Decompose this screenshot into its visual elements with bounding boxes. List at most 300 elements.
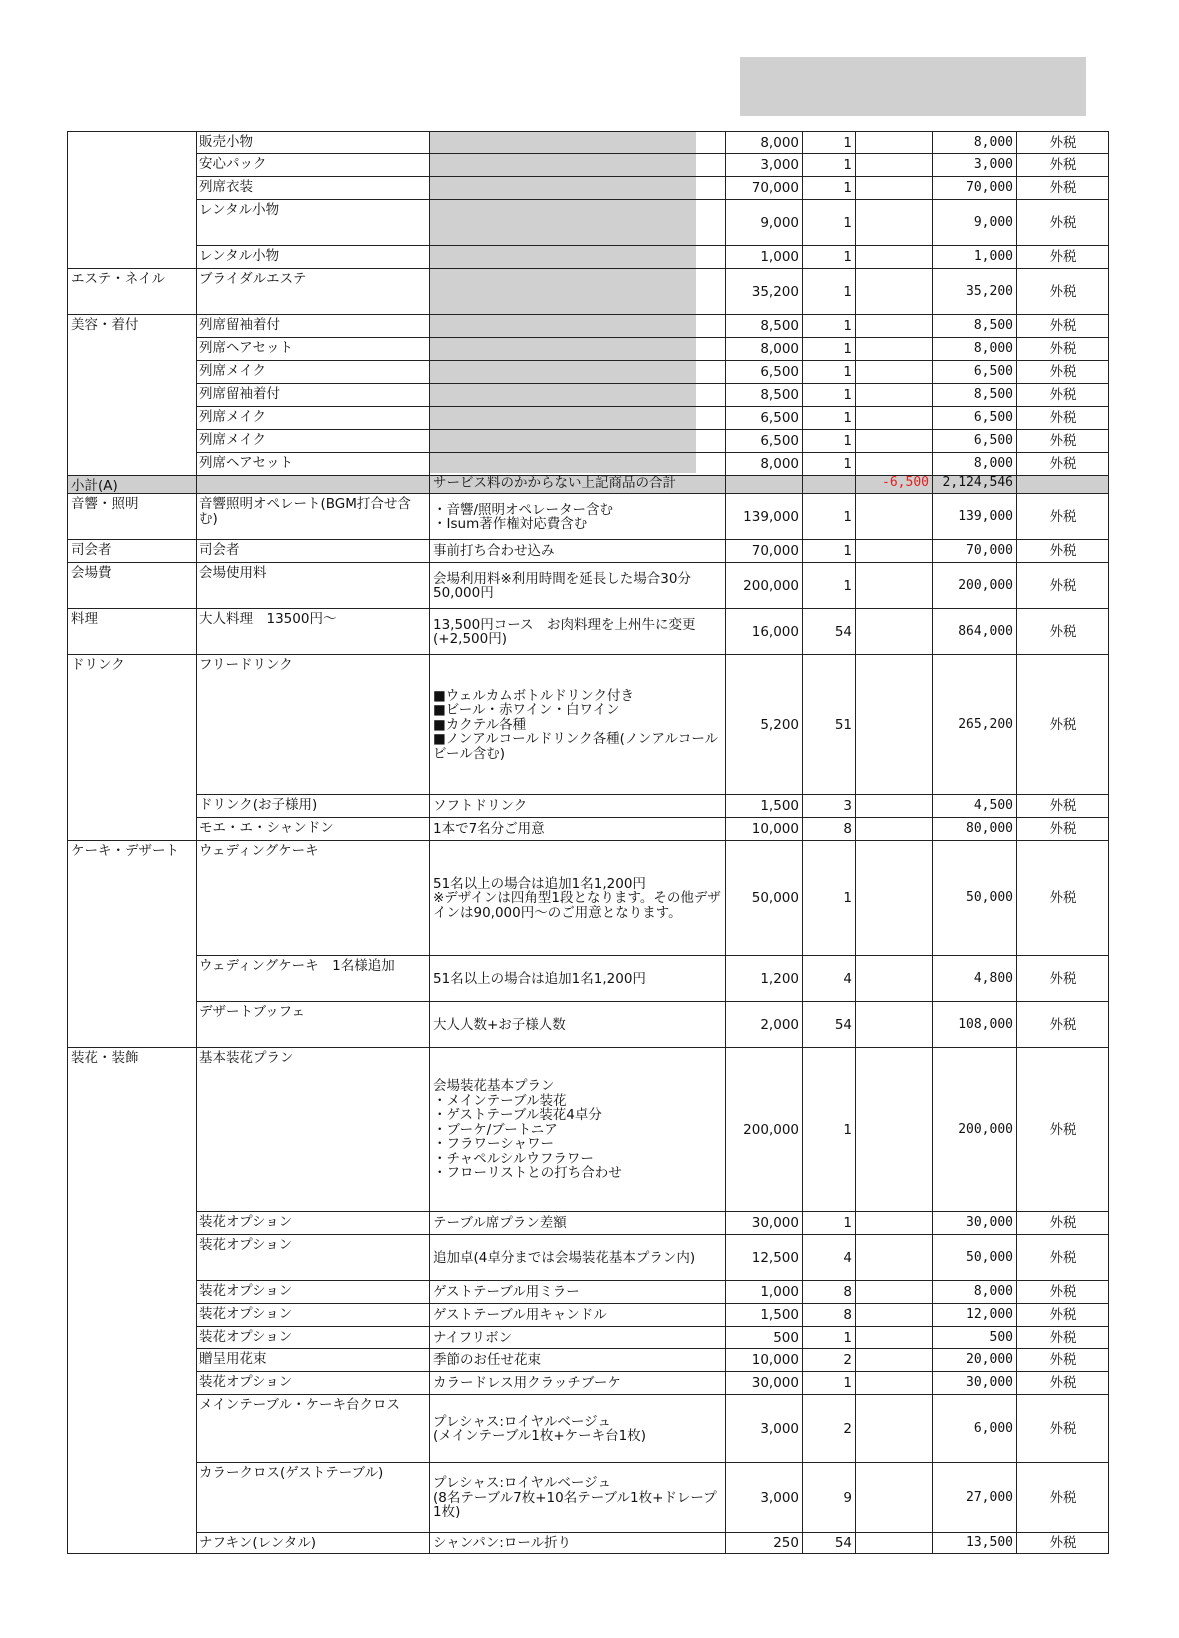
quantity-cell: 1 xyxy=(843,214,852,231)
discount-cell xyxy=(855,818,932,841)
item-cell: 装花オプション xyxy=(199,1329,293,1345)
unit-price-cell: 12,500 xyxy=(751,1249,799,1266)
redaction-block-description xyxy=(430,132,696,473)
discount-cell xyxy=(855,1281,932,1304)
table-row xyxy=(68,1463,1108,1533)
unit-price-cell: 1,000 xyxy=(760,1284,799,1301)
tax-type-cell: 外税 xyxy=(1049,1016,1077,1033)
row-divider xyxy=(196,176,1108,177)
item-cell: 列席衣装 xyxy=(199,179,253,195)
quantity-cell: 9 xyxy=(843,1489,852,1506)
discount-cell xyxy=(855,609,932,655)
item-cell: 販売小物 xyxy=(199,134,253,150)
amount-cell: 27,000 xyxy=(966,1489,1013,1505)
tax-type-cell: 外税 xyxy=(1049,410,1077,427)
column-divider xyxy=(932,132,933,1553)
category-cell xyxy=(68,1327,196,1349)
row-divider xyxy=(196,1371,1108,1372)
quantity-cell: 8 xyxy=(843,1307,852,1324)
amount-cell: 864,000 xyxy=(958,623,1013,639)
row-divider xyxy=(196,1394,1108,1395)
discount-cell xyxy=(855,430,932,453)
tax-type-cell: 外税 xyxy=(1049,387,1077,404)
unit-price-cell: 3,000 xyxy=(760,1420,799,1437)
category-cell xyxy=(68,1395,196,1463)
category-cell: 音響・照明 xyxy=(71,496,139,512)
quantity-cell: 1 xyxy=(843,180,852,197)
discount-cell xyxy=(855,384,932,407)
item-cell: 装花オプション xyxy=(199,1283,293,1299)
unit-price-cell: 70,000 xyxy=(751,180,799,197)
table-row xyxy=(68,795,1108,818)
item-cell: 列席メイク xyxy=(199,363,266,379)
table-row xyxy=(68,1395,1108,1463)
item-cell: モエ・エ・シャンドン xyxy=(199,820,334,836)
tax-type-cell: 外税 xyxy=(1049,577,1077,594)
unit-price-cell: 1,500 xyxy=(760,1307,799,1324)
tax-type-cell: 外税 xyxy=(1049,1284,1077,1301)
amount-cell: 30,000 xyxy=(966,1215,1013,1231)
amount-cell: 8,500 xyxy=(973,318,1013,334)
description-cell: 51名以上の場合は追加1名1,200円 xyxy=(433,970,646,987)
item-cell: ブライダルエステ xyxy=(199,271,307,287)
category-cell xyxy=(68,1533,196,1554)
category-cell: ドリンク xyxy=(71,657,125,673)
item-cell: 装花オプション xyxy=(199,1214,293,1230)
tax-type-cell: 外税 xyxy=(1049,716,1077,733)
unit-price-cell: 16,000 xyxy=(751,623,799,640)
amount-cell: 12,000 xyxy=(966,1307,1013,1323)
unit-price-cell: 9,000 xyxy=(760,214,799,231)
tax-type-cell: 外税 xyxy=(1049,214,1077,231)
row-divider xyxy=(196,337,1108,338)
discount-cell xyxy=(855,1533,932,1554)
table-row xyxy=(68,1048,1108,1212)
category-cell xyxy=(68,1463,196,1533)
category-cell xyxy=(68,1349,196,1372)
amount-cell: 13,500 xyxy=(966,1535,1013,1551)
discount-cell xyxy=(855,1002,932,1048)
quantity-cell: 1 xyxy=(843,1121,852,1138)
amount-cell: 50,000 xyxy=(966,890,1013,906)
quantity-cell: 1 xyxy=(843,1329,852,1346)
category-cell xyxy=(68,361,196,384)
quantity-cell: 1 xyxy=(843,364,852,381)
quantity-cell: 2 xyxy=(843,1352,852,1369)
item-cell: ウェディングケーキ xyxy=(199,843,319,859)
row-divider xyxy=(196,1234,1108,1235)
row-divider xyxy=(68,840,1108,841)
item-cell: 装花オプション xyxy=(199,1374,293,1390)
row-divider xyxy=(196,1211,1108,1212)
quantity-cell: 1 xyxy=(843,1215,852,1232)
amount-cell: 8,000 xyxy=(973,341,1013,357)
item-cell: 装花オプション xyxy=(199,1306,293,1322)
quantity-cell: 8 xyxy=(843,821,852,838)
item-cell: 列席メイク xyxy=(199,409,266,425)
amount-cell: 8,500 xyxy=(973,387,1013,403)
discount-cell xyxy=(855,1372,932,1395)
category-cell xyxy=(68,1304,196,1327)
table-row xyxy=(68,494,1108,540)
row-divider xyxy=(196,1001,1108,1002)
tax-type-cell: 外税 xyxy=(1049,157,1077,174)
quantity-cell: 8 xyxy=(843,1284,852,1301)
item-cell: 大人料理 13500円～ xyxy=(199,611,337,627)
description-cell: 事前打ち合わせ込み xyxy=(433,543,555,560)
tax-type-cell: 外税 xyxy=(1049,364,1077,381)
category-cell xyxy=(68,407,196,430)
quantity-cell: 1 xyxy=(843,387,852,404)
row-divider xyxy=(196,817,1108,818)
unit-price-cell: 30,000 xyxy=(751,1375,799,1392)
amount-cell: 6,500 xyxy=(973,364,1013,380)
unit-price-cell: 3,000 xyxy=(760,1489,799,1506)
quantity-cell: 1 xyxy=(843,433,852,450)
row-divider xyxy=(68,268,1108,269)
unit-price-cell: 8,000 xyxy=(760,456,799,473)
unit-price-cell: 50,000 xyxy=(751,890,799,907)
table-row xyxy=(68,1304,1108,1327)
description-cell: 大人人数+お子様人数 xyxy=(433,1016,566,1033)
item-cell: 装花オプション xyxy=(199,1237,293,1253)
column-divider xyxy=(196,132,197,1553)
discount-cell xyxy=(855,453,932,476)
unit-price-cell: 70,000 xyxy=(751,543,799,560)
row-divider xyxy=(196,955,1108,956)
item-cell: 列席留袖着付 xyxy=(199,317,280,333)
discount-cell xyxy=(855,177,932,200)
description-cell: ゲストテーブル用ミラー xyxy=(433,1284,580,1301)
tax-type-cell: 外税 xyxy=(1049,798,1077,815)
tax-type-cell: 外税 xyxy=(1049,623,1077,640)
category-cell xyxy=(68,1372,196,1395)
item-cell: 列席ヘアセット xyxy=(199,340,293,356)
description-cell: 会場装花基本プラン ・メインテーブル装花 ・ゲストテーブル装花4卓分 ・ブーケ/ブートニア ・フラワーシャワー ・チャペルシルウフラワー ・フローリストとの打ち合わせ xyxy=(433,1078,622,1182)
item-cell: メインテーブル・ケーキ台クロス xyxy=(199,1397,401,1413)
amount-cell: 6,500 xyxy=(973,410,1013,426)
amount-cell: 500 xyxy=(989,1329,1013,1345)
amount-cell: 3,000 xyxy=(973,157,1013,173)
row-divider xyxy=(196,383,1108,384)
item-cell: デザートブッフェ xyxy=(199,1004,305,1020)
category-cell xyxy=(68,384,196,407)
discount-cell xyxy=(855,246,932,269)
item-cell: 音響照明オペレート(BGM打合せ含む) xyxy=(199,496,411,527)
subtotal-label: 小計(A) xyxy=(71,478,118,494)
item-cell: 会場使用料 xyxy=(199,565,267,581)
amount-cell: 108,000 xyxy=(958,1016,1013,1032)
amount-cell: 80,000 xyxy=(966,821,1013,837)
discount-cell xyxy=(855,1212,932,1235)
amount-cell: 4,800 xyxy=(973,970,1013,986)
quantity-cell: 3 xyxy=(843,798,852,815)
row-divider xyxy=(196,199,1108,200)
row-divider xyxy=(196,1532,1108,1533)
category-cell xyxy=(68,795,196,818)
row-divider xyxy=(68,654,1108,655)
amount-cell: 8,000 xyxy=(973,1284,1013,1300)
discount-cell xyxy=(855,1395,932,1463)
description-cell: 季節のお任せ花束 xyxy=(433,1352,541,1369)
quantity-cell: 1 xyxy=(843,318,852,335)
subtotal-discount: -6,500 xyxy=(882,476,929,490)
category-cell xyxy=(68,1281,196,1304)
description-cell: 会場利用料※利用時間を延長した場合30分50,000円 xyxy=(433,570,691,601)
unit-price-cell: 8,000 xyxy=(760,341,799,358)
tax-type-cell: 外税 xyxy=(1049,1375,1077,1392)
discount-cell xyxy=(855,1349,932,1372)
quantity-cell: 2 xyxy=(843,1420,852,1437)
discount-cell xyxy=(855,269,932,315)
discount-cell xyxy=(855,494,932,540)
unit-price-cell: 1,200 xyxy=(760,970,799,987)
category-cell: ケーキ・デザート xyxy=(71,843,179,859)
tax-type-cell: 外税 xyxy=(1049,180,1077,197)
table-row xyxy=(68,609,1108,655)
discount-cell xyxy=(855,795,932,818)
category-cell xyxy=(68,1212,196,1235)
amount-cell: 4,500 xyxy=(973,798,1013,814)
unit-price-cell: 10,000 xyxy=(751,821,799,838)
row-divider xyxy=(196,1348,1108,1349)
row-divider xyxy=(196,1326,1108,1327)
table-row xyxy=(68,1235,1108,1281)
quantity-cell: 54 xyxy=(834,1535,852,1552)
discount-cell xyxy=(855,132,932,154)
unit-price-cell: 1,500 xyxy=(760,798,799,815)
tax-type-cell: 外税 xyxy=(1049,134,1077,151)
discount-cell xyxy=(855,1463,932,1533)
quantity-cell: 1 xyxy=(843,134,852,151)
tax-type-cell: 外税 xyxy=(1049,249,1077,266)
table-row xyxy=(68,1281,1108,1304)
row-divider xyxy=(196,1280,1108,1281)
description-cell: ■ウェルカムボトルドリンク付き ■ビール・赤ワイン・白ワイン ■カクテル各種 ■ノンアルコールドリンク各種(ノンアルコールビール含む) xyxy=(433,687,719,762)
tax-type-cell: 外税 xyxy=(1049,283,1077,300)
row-divider xyxy=(196,429,1108,430)
unit-price-cell: 200,000 xyxy=(743,577,799,594)
unit-price-cell: 3,000 xyxy=(760,157,799,174)
row-divider xyxy=(196,452,1108,453)
unit-price-cell: 35,200 xyxy=(751,283,799,300)
unit-price-cell: 200,000 xyxy=(743,1121,799,1138)
row-divider xyxy=(196,794,1108,795)
subtotal-description: サービス料のかからない上記商品の合計 xyxy=(433,476,676,491)
tax-type-cell: 外税 xyxy=(1049,890,1077,907)
unit-price-cell: 6,500 xyxy=(760,433,799,450)
row-divider xyxy=(196,406,1108,407)
tax-type-cell: 外税 xyxy=(1049,508,1077,525)
amount-cell: 70,000 xyxy=(966,180,1013,196)
description-cell: 13,500円コース お肉料理を上州牛に変更(+2,500円) xyxy=(433,616,696,647)
tax-type-cell: 外税 xyxy=(1049,1420,1077,1437)
amount-cell: 1,000 xyxy=(973,249,1013,265)
item-cell: ウェディングケーキ 1名様追加 xyxy=(199,958,395,974)
description-cell: プレシャス:ロイヤルベージュ (8名テーブル7枚+10名テーブル1枚+ドレープ1枚) xyxy=(433,1475,717,1521)
discount-cell xyxy=(855,1235,932,1281)
quantity-cell: 1 xyxy=(843,577,852,594)
row-divider xyxy=(196,360,1108,361)
column-divider xyxy=(725,132,726,1553)
row-divider xyxy=(68,493,1108,494)
description-cell: カラードレス用クラッチブーケ xyxy=(433,1375,621,1392)
table-row xyxy=(68,1533,1108,1554)
discount-cell xyxy=(855,563,932,609)
tax-type-cell: 外税 xyxy=(1049,1249,1077,1266)
discount-cell xyxy=(855,1304,932,1327)
category-cell xyxy=(68,154,196,177)
table-row xyxy=(68,1372,1108,1395)
quantity-cell: 1 xyxy=(843,341,852,358)
quantity-cell: 54 xyxy=(834,1016,852,1033)
description-cell: シャンパン:ロール折り xyxy=(433,1535,572,1552)
unit-price-cell: 5,200 xyxy=(760,716,799,733)
unit-price-cell: 2,000 xyxy=(760,1016,799,1033)
discount-cell xyxy=(855,841,932,956)
quantity-cell: 1 xyxy=(843,249,852,266)
amount-cell: 20,000 xyxy=(966,1352,1013,1368)
description-cell: 51名以上の場合は追加1名1,200円 ※デザインは四角型1段となります。その他デザインは90,000円～のご用意となります。 xyxy=(433,875,721,921)
category-cell xyxy=(68,430,196,453)
item-cell: ナフキン(レンタル) xyxy=(199,1535,316,1551)
category-cell: 美容・着付 xyxy=(71,317,139,333)
description-cell: ・音響/照明オペレーター含む ・Isum著作権対応費含む xyxy=(433,501,614,532)
description-cell: ソフトドリンク xyxy=(433,798,528,815)
unit-price-cell: 1,000 xyxy=(760,249,799,266)
quantity-cell: 1 xyxy=(843,543,852,560)
amount-cell: 8,000 xyxy=(973,134,1013,150)
tax-type-cell: 外税 xyxy=(1049,433,1077,450)
row-divider xyxy=(68,562,1108,563)
subtotal-row xyxy=(68,476,1108,494)
category-cell xyxy=(68,338,196,361)
unit-price-cell: 8,500 xyxy=(760,318,799,335)
amount-cell: 70,000 xyxy=(966,543,1013,559)
table-row xyxy=(68,655,1108,795)
unit-price-cell: 10,000 xyxy=(751,1352,799,1369)
item-cell: フリードリンク xyxy=(199,657,293,673)
tax-type-cell: 外税 xyxy=(1049,1329,1077,1346)
discount-cell xyxy=(855,338,932,361)
discount-cell xyxy=(855,655,932,795)
discount-cell xyxy=(855,154,932,177)
category-cell xyxy=(68,246,196,269)
description-cell: テーブル席プラン差額 xyxy=(433,1215,567,1232)
description-cell: ゲストテーブル用キャンドル xyxy=(433,1307,607,1324)
category-cell xyxy=(68,177,196,200)
tax-type-cell: 外税 xyxy=(1049,543,1077,560)
quantity-cell: 51 xyxy=(834,716,852,733)
table-row xyxy=(68,841,1108,956)
row-divider xyxy=(196,1462,1108,1463)
column-divider xyxy=(1016,132,1017,1553)
row-divider xyxy=(68,1047,1108,1048)
tax-type-cell: 外税 xyxy=(1049,456,1077,473)
table-row xyxy=(68,818,1108,841)
tax-type-cell: 外税 xyxy=(1049,1489,1077,1506)
row-divider xyxy=(196,153,1108,154)
column-divider xyxy=(802,132,803,1553)
category-cell xyxy=(68,956,196,1002)
item-cell: 安心パック xyxy=(199,156,267,172)
unit-price-cell: 8,000 xyxy=(760,134,799,151)
category-cell xyxy=(68,1235,196,1281)
category-cell xyxy=(68,200,196,246)
quantity-cell: 4 xyxy=(843,1249,852,1266)
estimate-table xyxy=(67,131,1109,1554)
discount-cell xyxy=(855,1048,932,1212)
quantity-cell: 1 xyxy=(843,508,852,525)
tax-type-cell: 外税 xyxy=(1049,1307,1077,1324)
unit-price-cell: 6,500 xyxy=(760,410,799,427)
row-divider xyxy=(68,608,1108,609)
category-cell xyxy=(68,818,196,841)
row-divider xyxy=(196,245,1108,246)
row-divider xyxy=(68,475,1108,476)
item-cell: 基本装花プラン xyxy=(199,1050,294,1066)
unit-price-cell: 30,000 xyxy=(751,1215,799,1232)
table-row xyxy=(68,540,1108,563)
category-cell: 司会者 xyxy=(71,542,112,558)
quantity-cell: 1 xyxy=(843,890,852,907)
description-cell: 追加卓(4卓分までは会場装花基本プラン内) xyxy=(433,1249,696,1266)
category-cell xyxy=(68,132,196,154)
table-row xyxy=(68,563,1108,609)
discount-cell xyxy=(855,361,932,384)
unit-price-cell: 6,500 xyxy=(760,364,799,381)
discount-cell xyxy=(855,200,932,246)
unit-price-cell: 139,000 xyxy=(743,508,799,525)
discount-cell xyxy=(855,540,932,563)
discount-cell xyxy=(855,1327,932,1349)
row-divider xyxy=(196,1303,1108,1304)
category-cell xyxy=(68,453,196,476)
amount-cell: 265,200 xyxy=(958,716,1013,732)
subtotal-total: 2,124,546 xyxy=(942,476,1013,490)
discount-cell xyxy=(855,956,932,1002)
item-cell: 司会者 xyxy=(199,542,240,558)
item-cell: 列席ヘアセット xyxy=(199,455,293,471)
amount-cell: 6,500 xyxy=(973,433,1013,449)
table-row xyxy=(68,1212,1108,1235)
amount-cell: 35,200 xyxy=(966,283,1013,299)
discount-cell xyxy=(855,407,932,430)
item-cell: レンタル小物 xyxy=(199,248,280,264)
tax-type-cell: 外税 xyxy=(1049,318,1077,335)
item-cell: 列席メイク xyxy=(199,432,266,448)
amount-cell: 9,000 xyxy=(973,214,1013,230)
table-row xyxy=(68,1002,1108,1048)
unit-price-cell: 250 xyxy=(773,1535,799,1552)
category-cell: 会場費 xyxy=(71,565,112,581)
quantity-cell: 4 xyxy=(843,970,852,987)
table-row xyxy=(68,1327,1108,1349)
amount-cell: 200,000 xyxy=(958,1121,1013,1137)
tax-type-cell: 外税 xyxy=(1049,1121,1077,1138)
category-cell: エステ・ネイル xyxy=(71,271,165,287)
quantity-cell: 1 xyxy=(843,456,852,473)
quantity-cell: 54 xyxy=(834,623,852,640)
amount-cell: 200,000 xyxy=(958,577,1013,593)
item-cell: ドリンク(お子様用) xyxy=(199,797,318,813)
amount-cell: 50,000 xyxy=(966,1249,1013,1265)
table-row xyxy=(68,956,1108,1002)
category-cell: 料理 xyxy=(71,611,98,627)
tax-type-cell: 外税 xyxy=(1049,1352,1077,1369)
item-cell: 列席留袖着付 xyxy=(199,386,280,402)
tax-type-cell: 外税 xyxy=(1049,341,1077,358)
